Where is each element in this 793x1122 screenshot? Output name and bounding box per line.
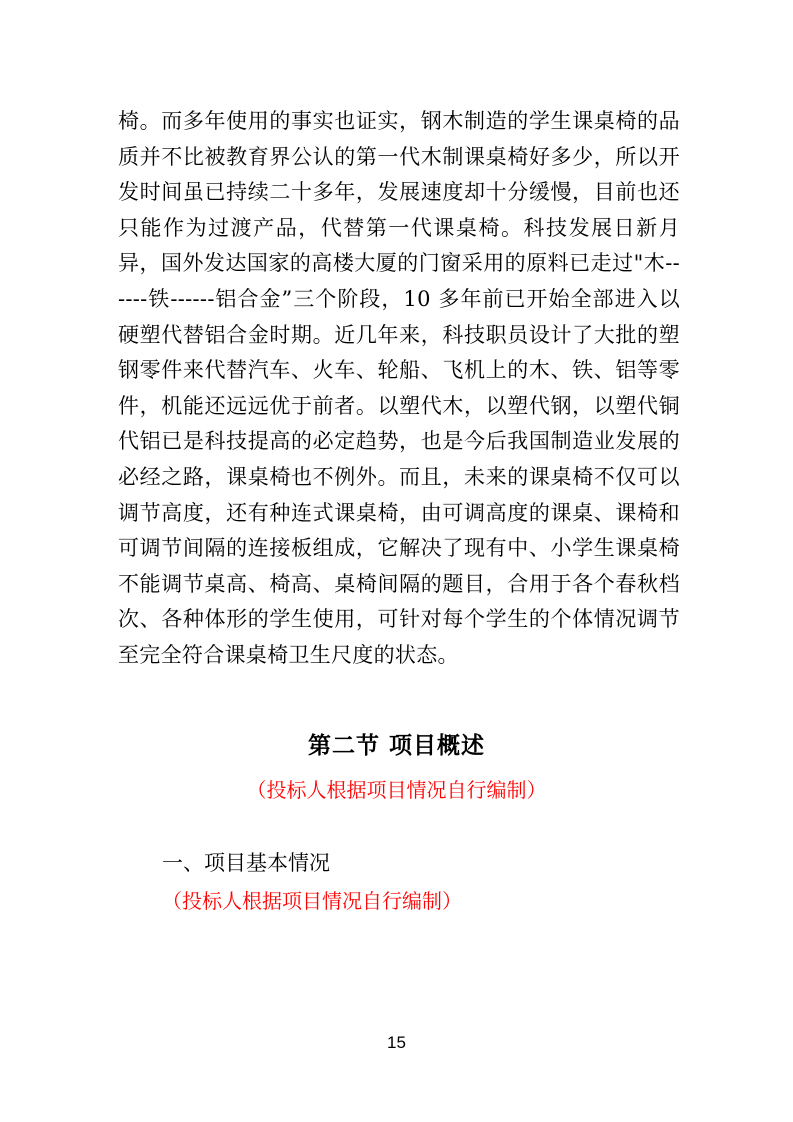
subsection-note: （投标人根据项目情况自行编制） <box>162 889 462 913</box>
body-paragraph: 椅。而多年使用的事实也证实，钢木制造的学生课桌椅的品质并不比被教育界公认的第一代木制课桌椅好多少，所以开发时间虽已持续二十多年，发展速度却十分缓慢，目前也还只能作为过渡产品，代替第一代课桌椅。科技发展日新月异，国外发达国家的高楼大厦的门窗采用的原料已走过"木------铁------铝合金”三个阶段，10 多年前已开始全部进入以硬塑代替铝合金时期。近几年来，科技职员设计了大批的塑钢零件来代替汽车、火车、轮船、飞机上的木、铁、铝等零件，机能还远远优于前者。以塑代木，以塑代钢，以塑代铜代铝已是科技提高的必定趋势，也是今后我国制造业发展的必经之路，课桌椅也不例外。而且，未来的课桌椅不仅可以调节高度，还有种连式课桌椅，由可调高度的课桌、课椅和可调节间隔的连接板组成，它解决了现有中、小学生课桌椅不能调节桌高、椅高、桌椅间隔的题目，合用于各个春秋档次、各种体形的学生使用，可针对每个学生的个体情况调节至完全符合课桌椅卫生尺度的状态。 <box>118 109 680 667</box>
subsection-heading: 一、项目基本情况 <box>162 851 330 875</box>
page-number: 15 <box>387 1033 406 1052</box>
section-title: 第二节 项目概述 <box>307 732 485 759</box>
section-note: （投标人根据项目情况自行编制） <box>246 778 547 802</box>
